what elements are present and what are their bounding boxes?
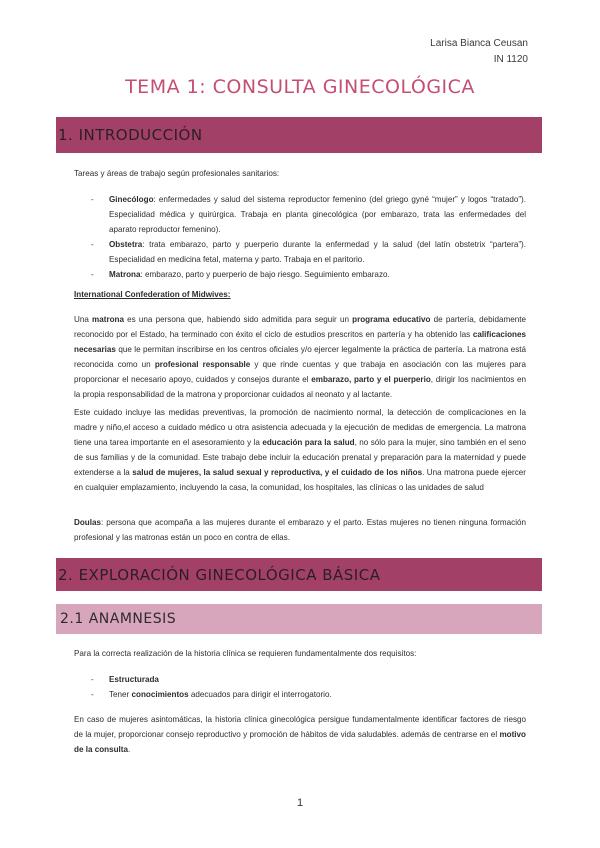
- term-obstetra: Obstetra: [109, 240, 143, 249]
- paragraph-matrona-care: Este cuidado incluye las medidas preventivas, la promoción de nacimiento normal, la detección de complicaciones en la madre y niño,el acceso a cuidado médico u otra asistencia adecuada y la ejecución de medidas de emergencia. La matrona tiene una tarea importante en el asesoramiento y la educación para la salud, no sólo para la mujer, sino también en el seno de sus familias y de la comunidad. Este trabajo debe incluir la educación prenatal y preparación para la maternidad y puede extenderse a la salud de mujeres, la salud sexual y reproductiva, y el cuidado de los niños. Una matrona puede ejercer en cualquier emplazamiento, incluyendo la casa, la comunidad, los hospitales, las clínicas o las unidades de salud: [74, 408, 527, 492]
- section-intro: Tareas y áreas de trabajo según profesionales sanitarios:: [74, 169, 280, 178]
- professionals-list: [90, 192, 526, 282]
- list-item: - Estructurada: [90, 672, 526, 687]
- page-number: 1: [296, 797, 304, 809]
- subsection-heading-text: 2.1 ANAMNESIS: [60, 611, 177, 627]
- term-matrona: Matrona: [109, 270, 141, 279]
- class-code: IN 1120: [493, 54, 528, 65]
- subsection-heading-anamnesis: [56, 604, 542, 634]
- author-name: Larisa Bianca Ceusan: [430, 38, 528, 49]
- section-heading-text: 1. INTRODUCCIÓN: [58, 126, 203, 144]
- icm-heading: International Confederation of Midwives:: [74, 290, 231, 299]
- list-item: - Tener conocimientos adecuados para dirigir el interrogatorio.: [90, 687, 526, 702]
- section-heading-exploracion: [56, 558, 542, 591]
- section-heading-introduccion: [56, 117, 542, 153]
- term-ginecologo: Ginecólogo: [109, 195, 154, 204]
- paragraph-matrona-definition: Una matrona es una persona que, habiendo sido admitida para seguir un programa educativo de partería, debidamente reconocido por el Estado, ha terminado con éxito el ciclo de estudios prescritos en partería y ha obtenido las calificaciones necesarias que le permitan inscribirse en los centros oficiales y/o ejercer legalmente la práctica de partería. La matrona está reconocida como un profesional responsable y que rinde cuentas y que trabaja en asociación con las mujeres para proporcionar el necesario apoyo, cuidados y consejos durante el embarazo, parto y el puerperio, dirigir los nacimientos en la propia responsabilidad de la matrona y proporcionar cuidados al neonato y al lactante.: [74, 315, 527, 399]
- document-header: [430, 36, 528, 68]
- section-heading-text: 2. EXPLORACIÓN GINECOLÓGICA BÁSICA: [58, 565, 381, 584]
- requirements-list: [90, 672, 526, 702]
- list-item: - Ginecólogo: enfermedades y salud del sistema reproductor femenino (del griego gyné “mujer” y logos “tratado”). Especialidad médica y quirúrgica. Trabaja en planta ginecológica (por embarazo, trata las enfermedades del aparato reproductor femenino).: [90, 192, 526, 237]
- list-item: - Matrona: embarazo, parto y puerperio de bajo riesgo. Seguimiento embarazo.: [90, 267, 526, 282]
- paragraph-doulas: Doulas: persona que acompaña a las mujeres durante el embarazo y el parto. Estas mujeres no tienen ninguna formación profesional y las matronas están un poco en contra de ellas.: [74, 518, 526, 542]
- paragraph-asintomaticas: En caso de mujeres asintomáticas, la historia clínica ginecológica persigue fundamentalmente identificar factores de riesgo de la mujer, proporcionar consejo reproductivo y promoción de hábitos de vida saludables. además de centrarse en el motivo de la consulta.: [74, 715, 526, 754]
- section-intro: Para la correcta realización de la historia clínica se requieren fundamentalmente dos requisitos:: [74, 649, 417, 658]
- list-item: - Obstetra: trata embarazo, parto y puerperio durante la enfermedad y la salud (del latín obstetrix “partera”). Especialidad en medicina fetal, materna y parto. Trabaja en el paritorio.: [90, 237, 526, 267]
- document-title: TEMA 1: CONSULTA GINECOLÓGICA: [125, 76, 475, 98]
